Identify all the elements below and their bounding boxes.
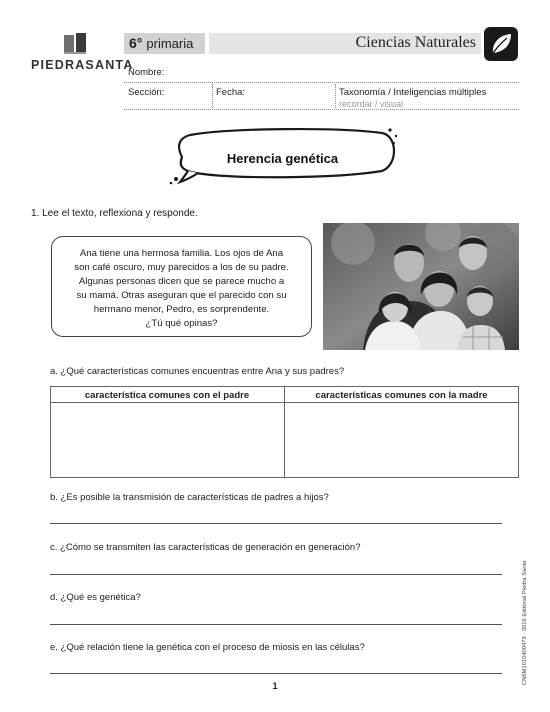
worksheet-title: Herencia genética <box>226 151 339 166</box>
seccion-label: Sección: <box>128 87 165 98</box>
book-logo-icon <box>62 33 88 55</box>
story-line: su mamá. Otras aseguran que el parecido con su <box>76 290 287 301</box>
fecha-label: Fecha: <box>216 87 246 98</box>
story-line: ¿Tú qué opinas? <box>145 318 218 329</box>
question-a: a. ¿Qué características comunes encuentras entre Ana y sus padres? <box>50 366 345 377</box>
story-line: hermano menor, Pedro, es sorprendente. <box>93 304 270 315</box>
question-b: b. ¿Es posible la transmisión de características de padres a hijos? <box>50 492 329 503</box>
subject-title: Ciencias Naturales <box>355 34 476 51</box>
story-line: Algunas personas dicen que se parece mucho a <box>78 276 285 287</box>
story-box <box>51 236 312 337</box>
grade-word: primaria <box>146 36 194 51</box>
header-bottom-line <box>124 109 519 110</box>
grade-number: 6° <box>129 35 143 51</box>
divider <box>335 84 336 108</box>
question-e: e. ¿Qué relación tiene la genética con el proceso de miosis en las células? <box>50 642 365 653</box>
copyright-credit <box>518 560 532 685</box>
divider <box>212 84 213 108</box>
table-header-madre: características comunes con la madre <box>315 390 488 401</box>
answer-line-c[interactable] <box>50 574 502 575</box>
nombre-line[interactable] <box>124 82 519 83</box>
brand-logo: PIEDRASANTA <box>31 58 134 72</box>
taxonomia-sub: recordar / visual <box>339 99 404 109</box>
grade-label <box>129 35 193 51</box>
story-line: son café oscuro, muy parecidos a los de su padre. <box>74 262 289 273</box>
question-1: 1. Lee el texto, reflexiona y responde. <box>31 208 198 219</box>
question-d: d. ¿Qué es genética? <box>50 592 141 603</box>
credit-text: CN6M1010400479 · 2016 Editorial Piedra Santa <box>522 560 528 685</box>
answer-cell-padre[interactable] <box>51 403 283 477</box>
story-line: Ana tiene una hermosa familia. Los ojos de Ana <box>79 248 284 259</box>
answer-line-e[interactable] <box>50 673 502 674</box>
page-number: 1 <box>272 681 278 691</box>
family-photo <box>323 223 519 350</box>
leaf-icon <box>483 26 519 62</box>
answer-line-d[interactable] <box>50 624 502 625</box>
answer-cell-madre[interactable] <box>285 403 518 477</box>
answer-line-b[interactable] <box>50 523 502 524</box>
question-c: c. ¿Cómo se transmiten las características de generación en generación? <box>50 542 361 553</box>
table-header-padre: característica comunes con el padre <box>84 390 250 401</box>
nombre-label: Nombre: <box>128 67 165 78</box>
taxonomia-label: Taxonomía / Inteligencias múltiples <box>339 87 487 98</box>
